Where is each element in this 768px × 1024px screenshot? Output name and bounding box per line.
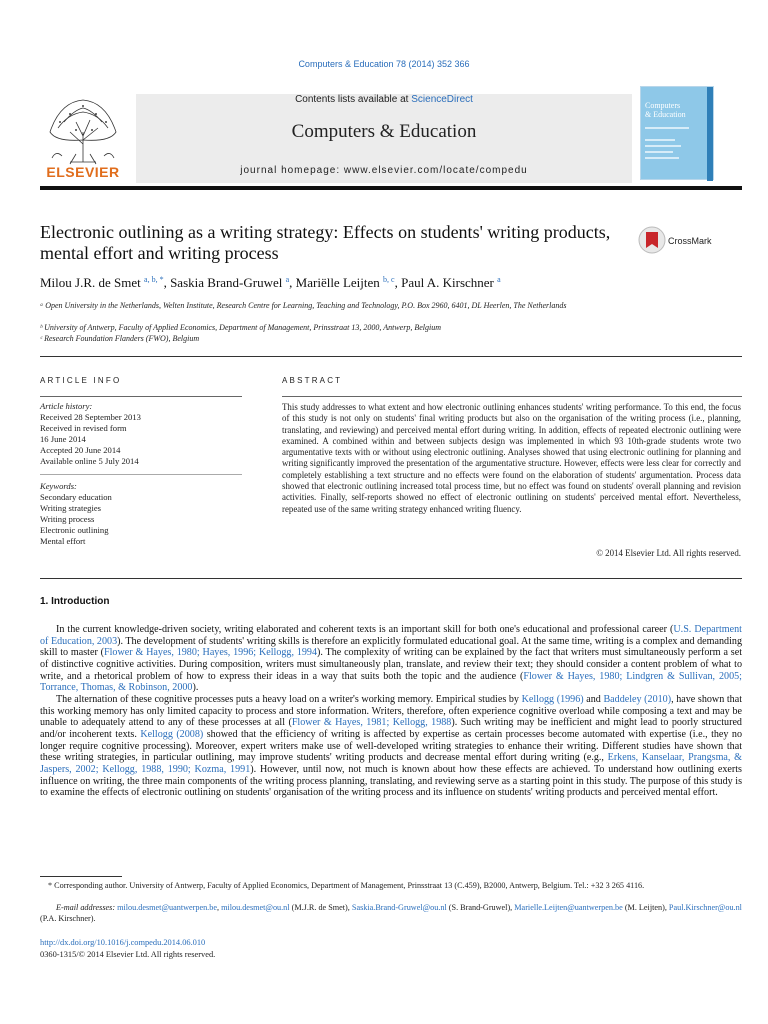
text-run: (P.A. Kirschner).: [40, 914, 96, 923]
keyword-item: Writing process: [40, 514, 95, 524]
abstract-heading: ABSTRACT: [282, 376, 343, 385]
sciencedirect-link[interactable]: ScienceDirect: [411, 94, 473, 105]
history-item: Accepted 20 June 2014: [40, 445, 121, 455]
contents-available: [136, 94, 632, 105]
cover-text-line: [645, 145, 681, 147]
keywords-label: Keywords:: [40, 481, 77, 491]
citation-link[interactable]: Paul.Kirschner@ou.nl: [668, 903, 742, 912]
journal-cover-thumbnail[interactable]: [640, 86, 714, 180]
section-rule: [40, 356, 742, 357]
text-run: In the current knowledge-driven society, writing elaborated and coherent texts is an important skill for both one's educational and professional career (: [56, 624, 674, 635]
cover-text-line: [645, 151, 673, 153]
cover-text-line: [645, 139, 675, 141]
citation-link[interactable]: U.S. Department of Education, 2003: [40, 624, 742, 647]
article-history: [40, 401, 240, 467]
journal-name: Computers & Education: [291, 121, 477, 142]
keyword-item: Electronic outlining: [40, 525, 109, 535]
citation-link[interactable]: Saskia.Brand-Gruwel@ou.nl: [351, 903, 447, 912]
author-name[interactable]: Milou J.R. de Smet: [40, 275, 141, 290]
text-run: E-mail addresses:: [56, 903, 118, 912]
citation-link[interactable]: Kellogg (1996): [521, 693, 584, 705]
citation-link[interactable]: Flower & Hayes, 1980; Hayes, 1996; Kellogg, 1994: [104, 647, 318, 659]
citation-link[interactable]: Kellogg (2008): [140, 728, 204, 740]
author-name[interactable]: Paul A. Kirschner: [401, 275, 494, 290]
author-affiliation-marker[interactable]: a: [497, 275, 501, 284]
text-run: ).: [192, 682, 199, 694]
author-name[interactable]: Mariëlle Leijten: [295, 275, 380, 290]
citation-link[interactable]: Baddeley (2010): [603, 693, 672, 705]
author-affiliation-marker[interactable]: a, b, *: [144, 275, 164, 284]
introduction-paragraph-1: [40, 624, 742, 694]
text-run: ). The complexity of writing can be explained by the fact that writers must simultaneously perform a set of distinctive cognitive activities. During composition, writers must simultaneously plan, translate, and review their text; they should consider a content problem of what to write, and a rhetorical problem of how to express their ideas in a way that suits both the topic and the audience (: [40, 647, 742, 682]
crossmark-label[interactable]: CrossMark: [668, 236, 712, 246]
introduction-paragraph-2: [40, 694, 742, 799]
history-item: Received in revised form: [40, 423, 127, 433]
cover-text-line: [645, 127, 689, 129]
column-rule: [40, 396, 242, 397]
author-list: Milou J.R. de Smet $^{a, b, *}$, Saskia Brand-Gruwel $^a$, Mariëlle Leijten $^{b, c}$, Paul A. Kirschner $^a$: [40, 275, 501, 290]
journal-homepage[interactable]: journal homepage: www.elsevier.com/locate/compedu: [240, 165, 528, 176]
footnote-rule: [40, 876, 122, 877]
article-info-heading: ARTICLE INFO: [40, 376, 122, 385]
affiliation-c: ᶜ Research Foundation Flanders (FWO), Belgium: [40, 334, 200, 343]
history-label: Article history:: [40, 401, 93, 411]
corresponding-author-note: * Corresponding author. University of Antwerp, Faculty of Applied Economics, Department of Management, Prinsstraat 13 (C.459), B2000, Antwerp, Belgium. Tel.: +32 3 265 4116.: [48, 881, 645, 890]
text-run: The alternation of these cognitive processes puts a heavy load on a writer's working memory. Empirical studies by: [56, 693, 522, 705]
text-run: ,: [216, 903, 222, 912]
cover-spine-strip: [707, 87, 713, 181]
contents-prefix: Contents lists available at: [295, 94, 412, 105]
journal-citation[interactable]: Computers & Education 78 (2014) 352 366: [298, 59, 470, 69]
history-item: Received 28 September 2013: [40, 412, 141, 422]
introduction-heading: 1. Introduction: [40, 596, 110, 607]
text-run: ). The development of students' writing skills is therefore an explicitly formulated educational goal. At the same time, writing is a complex and demanding skill to master (: [40, 635, 742, 659]
text-run: ). However, until now, not much is known about how these effects are achieved. To understand how outlining exerts influence on writing, the three main components of the writing process planning, translating, and reviewing serve as a starting point in this study. The purpose of this study is to examine the effects of electronic outlining on students' organisation of the writing process and its influence on students' writing products and perceived mental effort.: [40, 763, 742, 799]
introduction-body: [40, 624, 742, 799]
citation-link[interactable]: Marielle.Leijten@uantwerpen.be: [514, 903, 623, 912]
author-name[interactable]: Saskia Brand-Gruwel: [170, 275, 283, 290]
doi-link[interactable]: http://dx.doi.org/10.1016/j.compedu.2014.06.010: [40, 938, 206, 947]
citation-link[interactable]: Flower & Hayes, 1980; Lindgren & Sullivan, 2005; Torrance, Thomas, & Robinson, 2000: [40, 670, 742, 694]
issn-copyright: 0360-1315/© 2014 Elsevier Ltd. All rights reserved.: [40, 950, 216, 959]
text-run: showed that the efficiency of writing is affected by expertise as certain processes become automated with expertise (i.e., they no longer require cognitive processing). Moreover, expert writers make use of well-developed writing strategies to enhance their writing. Different studies have shown that these writing strategies, in particular outlining, may improve students' writing products and decrease mental effort during writing (e.g.,: [40, 728, 743, 764]
keyword-item: Writing strategies: [40, 503, 101, 513]
cover-title: Computers & Education: [645, 101, 686, 119]
text-run: ). Such writing may be inefficient and might lead to poorly structured and/or incoherent texts.: [40, 717, 742, 740]
section-rule: [40, 578, 742, 579]
affiliation-a: ᵃ Open University in the Netherlands, Welten Institute, Research Centre for Learning, Teaching and Technology, P.O. Box 2960, 6401, DL Heerlen, The Netherlands: [40, 301, 567, 310]
author-affiliation-marker[interactable]: b, c: [383, 275, 395, 284]
history-item: 16 June 2014: [40, 434, 86, 444]
abstract-copyright: © 2014 Elsevier Ltd. All rights reserved.: [596, 548, 741, 558]
author-affiliation-marker[interactable]: a: [285, 275, 290, 284]
header-rule: [40, 186, 742, 190]
keyword-item: Mental effort: [40, 536, 86, 546]
citation-link[interactable]: Erkens, Kanselaar, Prangsma, & Jaspers, 2002; Kellogg, 1988, 1990; Kozma, 1991: [40, 752, 742, 775]
affiliation-b: ᵇ University of Antwerp, Faculty of Applied Economics, Department of Management, Prinsstraat 13, 2000, Antwerp, Belgium: [40, 323, 441, 332]
citation-link[interactable]: Flower & Hayes, 1981; Kellogg, 1988: [291, 717, 452, 729]
keyword-item: Secondary education: [40, 492, 112, 502]
text-run: and: [583, 693, 604, 705]
abstract-text: This study addresses to what extent and how electronic outlining enhances students' writing performance. To this end, the focus of this study is not only on students' final writing products but also on the organisation of the writing process (i.e., planning, translating, and reviewing) and perceived mental effort during writing. In addition, effects of repeated electronic outlining were examined. A combined within and between subjects design was implemented in which 93 10th-grade students wrote two argumentative texts with or without using electronic outlining. Analyses showed that using electronic outlining for planning and writing significantly improved the presentation of the argumentative structure. However, effects were less clear for correctly and completely establishing a text structure and no effects were found on the elaboration of students' argumentation. Process data showed that electronic outlining increased total process time, but no effect was found on students' overall planning and revision activities. Finally, self-reports showed no effect of electronic outlining on students' perceived mental effort. Nevertheless, repeated use of the same writing strategy enhanced writing fluency.: [282, 402, 741, 514]
text-run: , have shown that this working memory has only limited capacity to process and store information. Writers, therefore, often experience cognitive overload while composing a text and may be unable to adequately attend to any of these processes at all (: [40, 693, 743, 729]
keywords: [40, 481, 240, 547]
citation-link[interactable]: milou.desmet@uantwerpen.be: [117, 903, 217, 912]
citation-link[interactable]: milou.desmet@ou.nl: [221, 903, 290, 912]
email-addresses: [40, 902, 742, 924]
history-item: Available online 5 July 2014: [40, 456, 139, 466]
text-run: (M.J.R. de Smet),: [289, 903, 352, 912]
elsevier-wordmark: ELSEVIER: [46, 164, 120, 180]
column-rule: [40, 474, 242, 475]
text-run: (M. Leijten),: [622, 903, 669, 912]
cover-text-line: [645, 157, 679, 159]
article-title: Electronic outlining as a writing strategy: Effects on students' writing products, mental effort and writing process: [40, 222, 611, 263]
column-rule: [282, 396, 742, 397]
text-run: (S. Brand-Gruwel),: [446, 903, 515, 912]
